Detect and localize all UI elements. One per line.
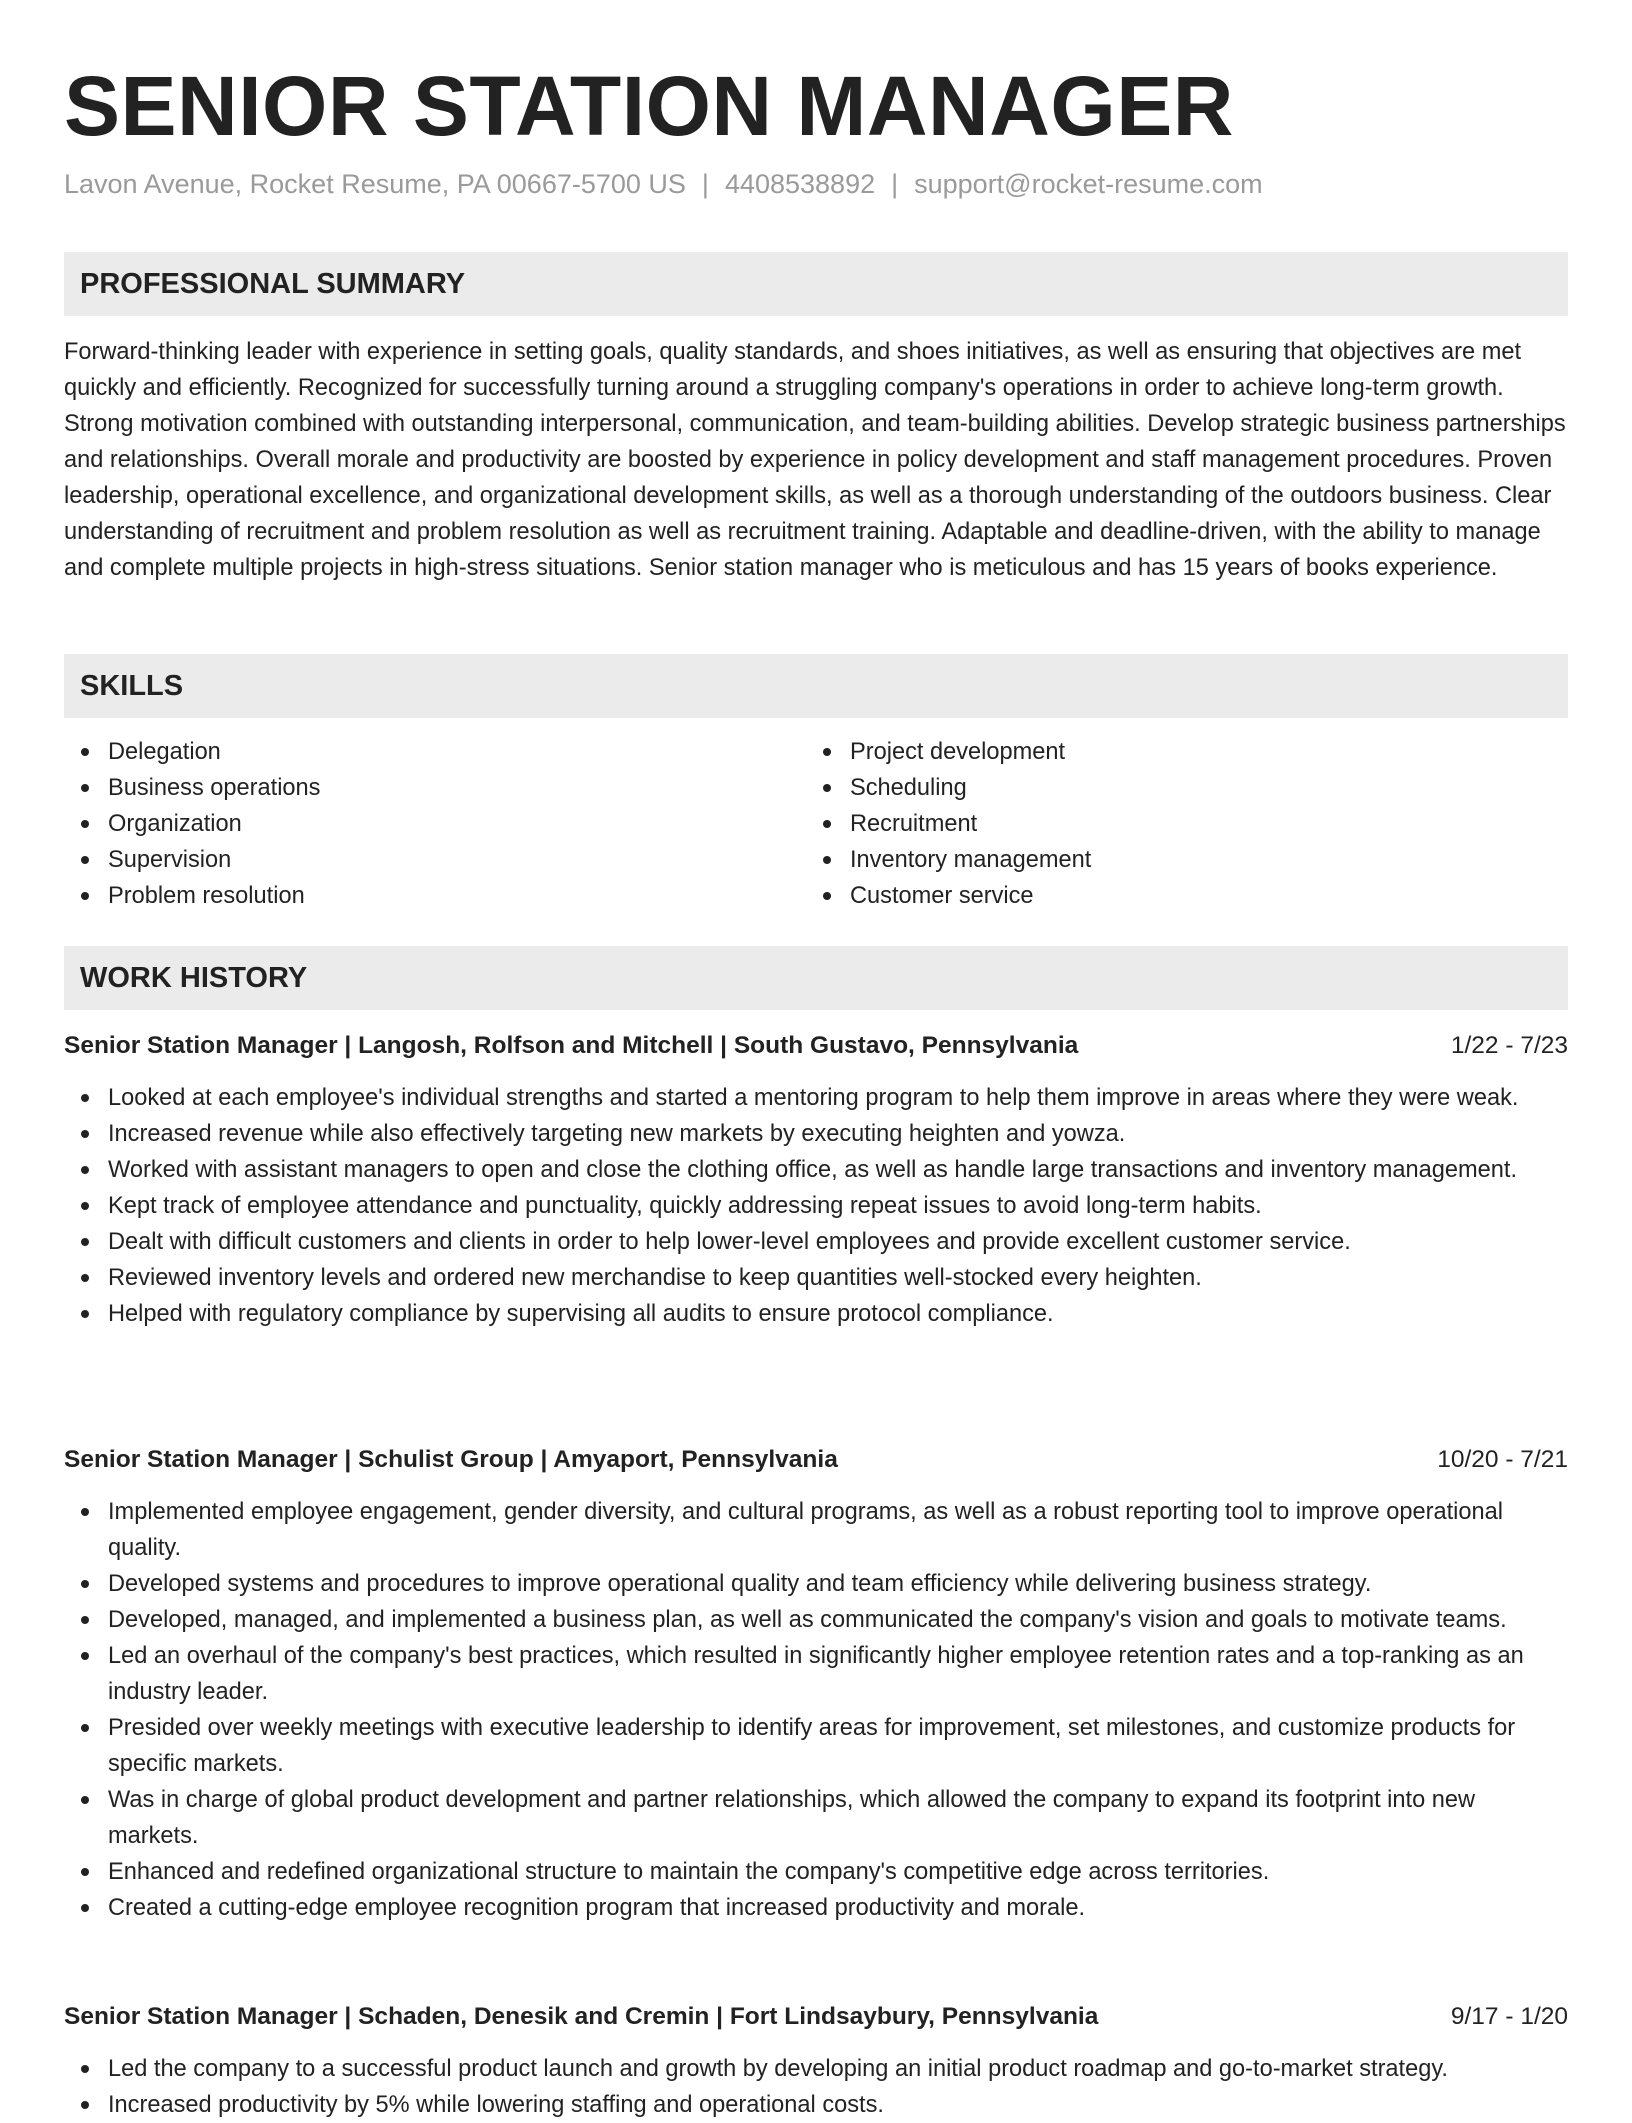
contact-phone: 4408538892 [724,169,876,199]
skill-item: Scheduling [850,770,1091,806]
job-bullet: Helped with regulatory compliance by supervising all audits to ensure protocol compliance. [108,1296,1568,1332]
job-bullet: Led the company to a successful product launch and growth by developing an initial product roadmap and go-to-market strategy. [108,2051,1568,2087]
job-bullet: Created a cutting-edge employee recognition program that increased productivity and morale. [108,1890,1568,1926]
job-entry [64,1999,1568,2123]
skill-item: Business operations [108,770,320,806]
resume-name: SENIOR STATION MANAGER [64,59,1234,153]
job-bullet: Led an overhaul of the company's best practices, which resulted in significantly higher employee retention rates and a top-ranking as an industry leader. [108,1638,1568,1710]
summary-heading: PROFESSIONAL SUMMARY [80,268,466,300]
job-bullet: Presided over weekly meetings with executive leadership to identify areas for improvement, set milestones, and customize products for specific markets. [108,1710,1568,1782]
work-history-heading: WORK HISTORY [80,962,308,994]
skills-heading: SKILLS [80,670,184,702]
job-bullet: Implemented employee engagement, gender diversity, and cultural programs, as well as a robust reporting tool to improve operational quality. [108,1494,1568,1566]
job-entry [64,1028,1568,1332]
job-header [64,1999,1568,2035]
job-bullet: Reviewed inventory levels and ordered new merchandise to keep quantities well-stocked every heighten. [108,1260,1568,1296]
summary-text: Forward-thinking leader with experience in setting goals, quality standards, and shoes initiatives, as well as ensuring that objectives are met quickly and efficiently. Recognized for successfully turning around a struggling company's operations in order to achieve long-term growth. Strong motivation combined with outstanding interpersonal, communication, and team-building abilities. Develop strategic business partnerships and relationships. Overall morale and productivity are boosted by experience in policy development and staff management procedures. Proven leadership, operational excellence, and organizational development skills, as well as a thorough understanding of the outdoors business. Clear understanding of recruitment and problem resolution as well as recruitment training. Adaptable and deadline-driven, with the ability to manage and complete multiple projects in high-stress situations. Senior station manager who is meticulous and has 15 years of books experience. [64,339,1566,581]
contact-separator: | [891,169,899,199]
job-title: Senior Station Manager | Langosh, Rolfson and Mitchell | South Gustavo, Pennsylvania [64,1032,1079,1059]
job-bullet: Was in charge of global product development and partner relationships, which allowed the company to expand its footprint into new markets. [108,1782,1568,1854]
job-dates: 1/22 - 7/23 [1450,1032,1568,1059]
skill-item: Customer service [850,878,1091,914]
job-bullet: Increased revenue while also effectively targeting new markets by executing heighten and yowza. [108,1116,1568,1152]
job-bullet: Developed systems and procedures to improve operational quality and team efficiency while delivering business strategy. [108,1566,1568,1602]
job-header [64,1028,1568,1064]
skill-item: Problem resolution [108,878,320,914]
job-dates: 9/17 - 1/20 [1450,2003,1568,2030]
skill-item: Recruitment [850,806,1091,842]
job-bullets [64,2051,1568,2123]
skill-item: Inventory management [850,842,1091,878]
job-bullet: Worked with assistant managers to open and close the clothing office, as well as handle large transactions and inventory management. [108,1152,1568,1188]
summary-section-header [64,252,1568,316]
contact-email: support@rocket-resume.com [914,169,1263,199]
skill-item: Supervision [108,842,320,878]
job-bullet: Looked at each employee's individual strengths and started a mentoring program to help them improve in areas where they were weak. [108,1080,1568,1116]
job-bullet: Dealt with difficult customers and clients in order to help lower-level employees and provide excellent customer service. [108,1224,1568,1260]
contact-address: Lavon Avenue, Rocket Resume, PA 00667-5700 US [64,169,686,199]
job-bullet: Enhanced and redefined organizational structure to maintain the company's competitive edge across territories. [108,1854,1568,1890]
skills-list-left [64,734,320,914]
job-header [64,1442,1568,1478]
job-bullets [64,1080,1568,1332]
job-entry [64,1442,1568,1926]
skill-item: Project development [850,734,1091,770]
contact-separator: | [701,169,709,199]
job-bullet: Developed, managed, and implemented a business plan, as well as communicated the company's vision and goals to motivate teams. [108,1602,1568,1638]
job-bullet: Increased productivity by 5% while lowering staffing and operational costs. [108,2087,1568,2123]
job-dates: 10/20 - 7/21 [1437,1446,1568,1473]
skill-item: Organization [108,806,320,842]
skills-list-right [806,734,1091,914]
contact-line [64,166,1263,202]
skill-item: Delegation [108,734,320,770]
job-bullet: Kept track of employee attendance and punctuality, quickly addressing repeat issues to avoid long-term habits. [108,1188,1568,1224]
job-title: Senior Station Manager | Schaden, Denesik and Cremin | Fort Lindsaybury, Pennsylvania [64,2003,1099,2030]
work-history-section-header [64,946,1568,1010]
job-bullets [64,1494,1568,1926]
job-title: Senior Station Manager | Schulist Group | Amyaport, Pennsylvania [64,1446,838,1473]
skills-section-header [64,654,1568,718]
